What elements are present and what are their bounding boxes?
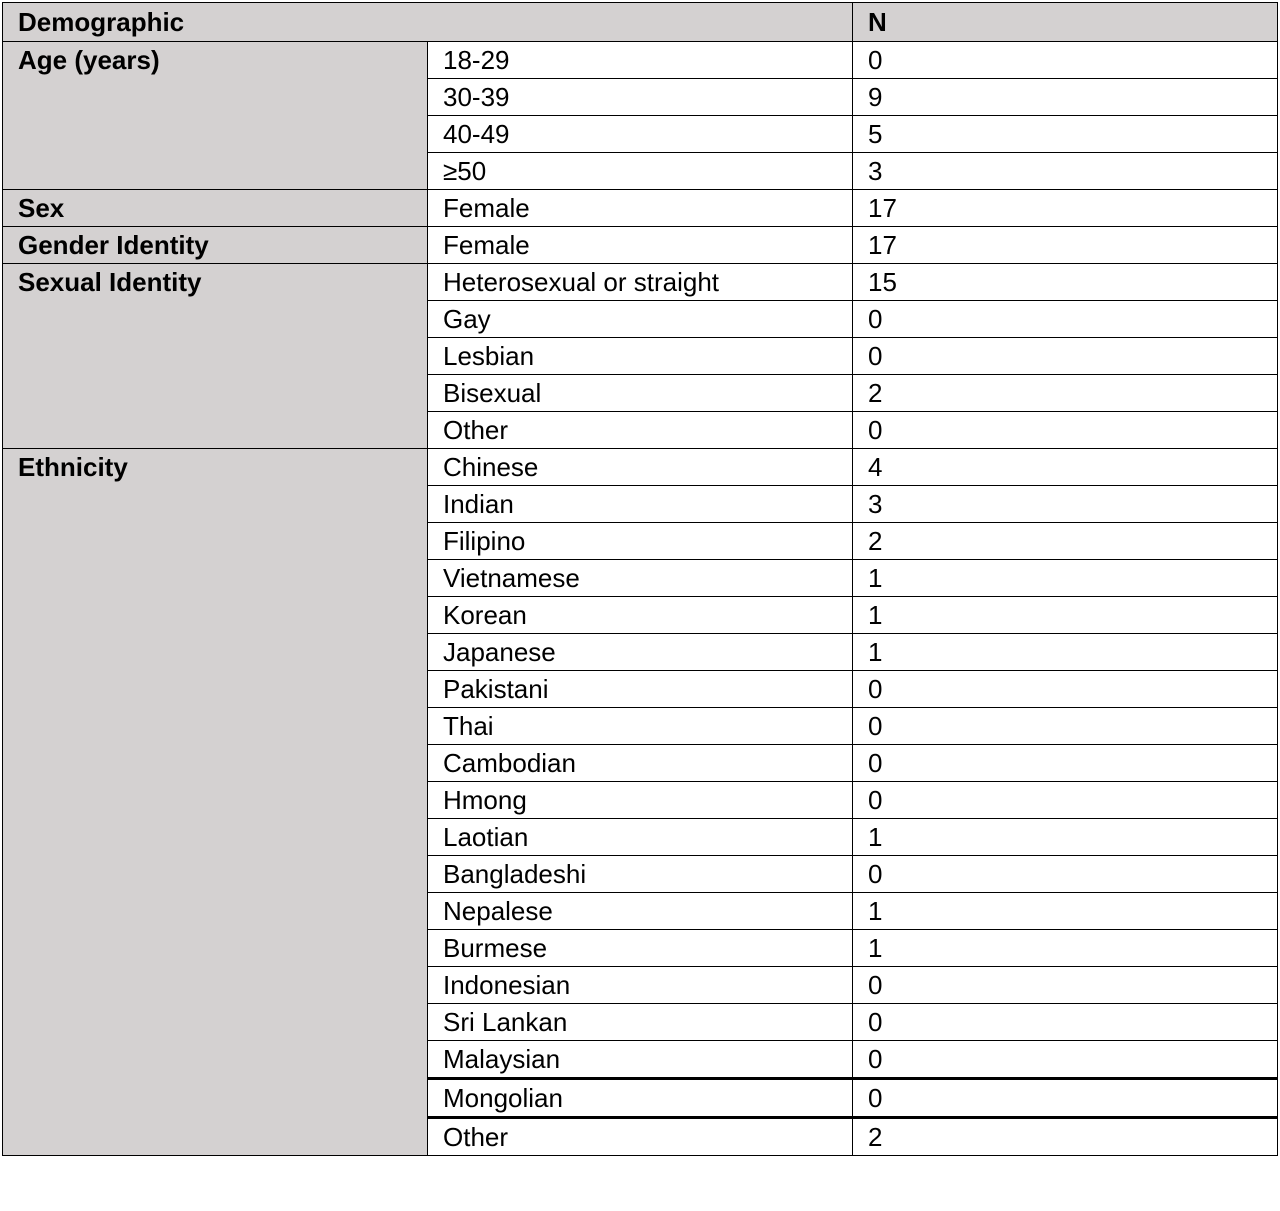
category-cell: ≥50: [428, 153, 853, 190]
table-row: [3, 449, 1278, 486]
table-body: [3, 3, 1278, 1156]
group-label: Ethnicity: [3, 449, 428, 1156]
category-cell: Burmese: [428, 930, 853, 967]
count-cell: 1: [853, 597, 1278, 634]
category-cell: Indonesian: [428, 967, 853, 1004]
count-cell: 1: [853, 930, 1278, 967]
category-cell: Laotian: [428, 819, 853, 856]
category-cell: Vietnamese: [428, 560, 853, 597]
category-cell: Cambodian: [428, 745, 853, 782]
count-cell: 1: [853, 893, 1278, 930]
count-cell: 3: [853, 486, 1278, 523]
category-cell: Indian: [428, 486, 853, 523]
count-cell: 0: [853, 745, 1278, 782]
count-cell: 0: [853, 301, 1278, 338]
category-cell: 30-39: [428, 79, 853, 116]
category-cell: Other: [428, 412, 853, 449]
count-cell: 0: [853, 856, 1278, 893]
category-cell: Pakistani: [428, 671, 853, 708]
category-cell: Japanese: [428, 634, 853, 671]
group-label: Sexual Identity: [3, 264, 428, 449]
count-cell: 4: [853, 449, 1278, 486]
category-cell: Chinese: [428, 449, 853, 486]
table-row: [3, 264, 1278, 301]
table-row: [3, 42, 1278, 79]
table-row: [3, 190, 1278, 227]
count-cell: 2: [853, 375, 1278, 412]
count-cell: 0: [853, 1004, 1278, 1041]
count-cell: 9: [853, 79, 1278, 116]
table-row: [3, 227, 1278, 264]
category-cell: Other: [428, 1118, 853, 1156]
category-cell: Mongolian: [428, 1079, 853, 1118]
count-cell: 0: [853, 338, 1278, 375]
category-cell: Malaysian: [428, 1041, 853, 1079]
category-cell: Filipino: [428, 523, 853, 560]
count-cell: 0: [853, 42, 1278, 79]
category-cell: Sri Lankan: [428, 1004, 853, 1041]
count-cell: 3: [853, 153, 1278, 190]
count-cell: 2: [853, 1118, 1278, 1156]
category-cell: Hmong: [428, 782, 853, 819]
category-cell: Nepalese: [428, 893, 853, 930]
group-label: Sex: [3, 190, 428, 227]
demographics-table: [2, 2, 1278, 1156]
count-cell: 17: [853, 190, 1278, 227]
category-cell: Female: [428, 190, 853, 227]
count-cell: 15: [853, 264, 1278, 301]
category-cell: 18-29: [428, 42, 853, 79]
category-cell: Heterosexual or straight: [428, 264, 853, 301]
group-label: Age (years): [3, 42, 428, 190]
category-cell: Korean: [428, 597, 853, 634]
count-cell: 0: [853, 671, 1278, 708]
category-cell: 40-49: [428, 116, 853, 153]
count-cell: 0: [853, 1041, 1278, 1079]
header-n: N: [853, 3, 1278, 42]
category-cell: Gay: [428, 301, 853, 338]
category-cell: Thai: [428, 708, 853, 745]
count-cell: 1: [853, 819, 1278, 856]
count-cell: 5: [853, 116, 1278, 153]
count-cell: 17: [853, 227, 1278, 264]
count-cell: 0: [853, 708, 1278, 745]
count-cell: 0: [853, 782, 1278, 819]
count-cell: 1: [853, 560, 1278, 597]
category-cell: Bangladeshi: [428, 856, 853, 893]
count-cell: 0: [853, 1079, 1278, 1118]
category-cell: Bisexual: [428, 375, 853, 412]
header-demographic: Demographic: [3, 3, 853, 42]
group-label: Gender Identity: [3, 227, 428, 264]
count-cell: 1: [853, 634, 1278, 671]
count-cell: 0: [853, 412, 1278, 449]
count-cell: 2: [853, 523, 1278, 560]
category-cell: Lesbian: [428, 338, 853, 375]
category-cell: Female: [428, 227, 853, 264]
count-cell: 0: [853, 967, 1278, 1004]
header-row: [3, 3, 1278, 42]
